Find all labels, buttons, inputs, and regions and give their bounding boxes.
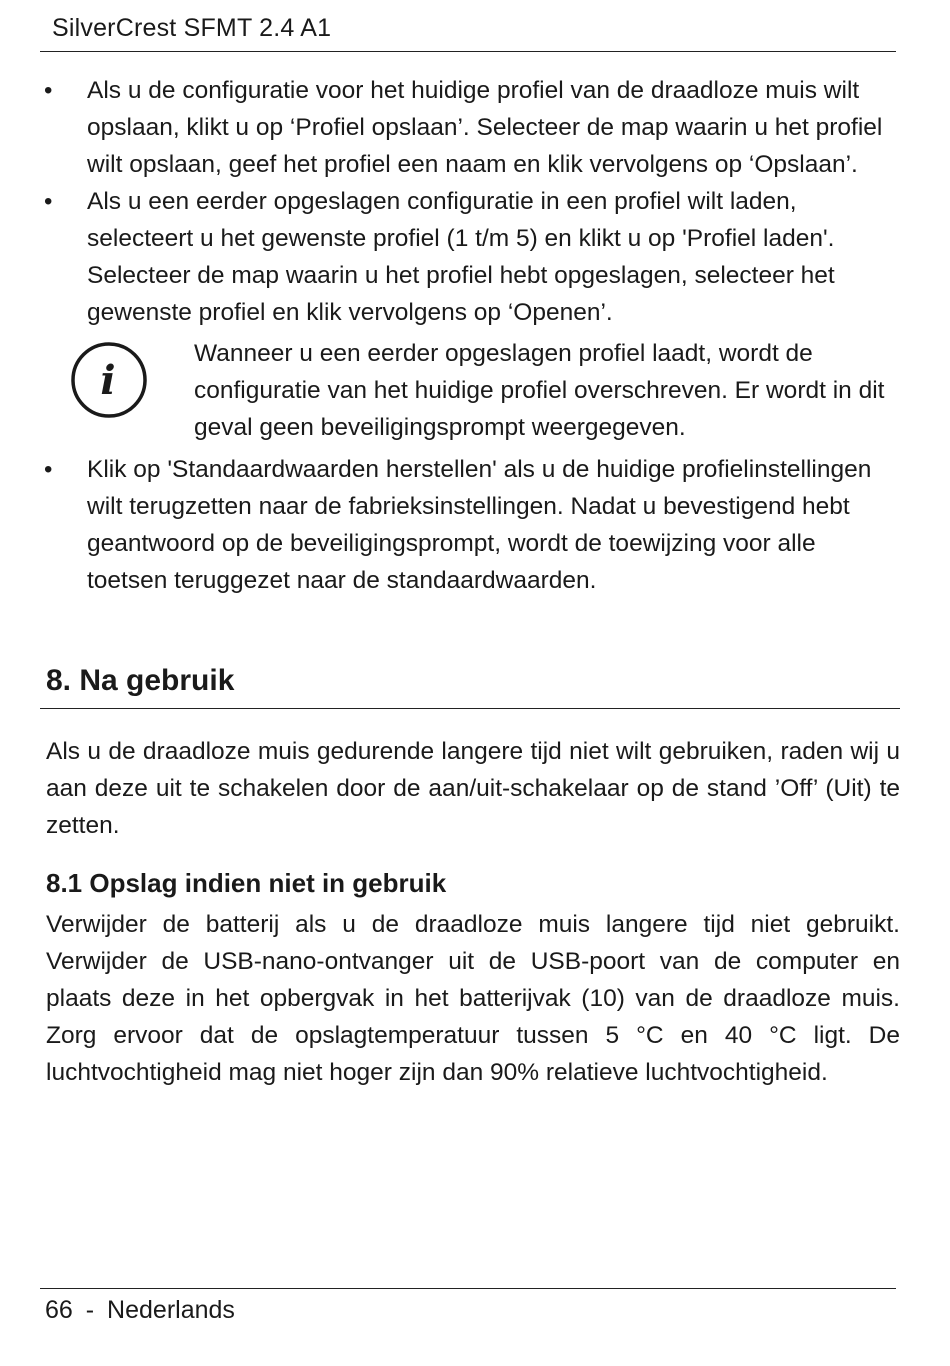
subsection-body: Verwijder de batterij als u de draadloze muis langere tijd niet gebruikt. Verwijder de USB-nano-ontvanger uit de USB-poort van de computer en plaats deze in het opbergvak in het batterijvak (10) van de draadloze muis. Zorg ervoor dat de opslagtemperatuur tussen 5 °C en 40 °C ligt. De luchtvochtigheid mag niet hoger zijn dan 90% relatieve luchtvochtigheid. <box>46 911 900 1086</box>
bullet-text: Klik op 'Standaardwaarden herstellen' als u de huidige profielinstellingen wilt terugzetten naar de fabrieksinstellingen. Nadat u bevestigend hebt geantwoord op de beveiligingsprompt, wordt de toewijzing voor alle toetsen teruggezet naar de standaardwaarden. <box>87 456 872 594</box>
footer-language: Nederlands <box>107 1296 235 1324</box>
header-divider <box>40 51 896 52</box>
page-number: 66 <box>45 1296 73 1324</box>
bullet-text: Als u een eerder opgeslagen configuratie in een profiel wilt laden, selecteert u het gewenste profiel (1 t/m 5) en klikt u op 'Profiel laden'. Selecteer de map waarin u het profiel hebt opgeslagen, selecteer het gewenste profiel en klik vervolgens op ‘Openen’. <box>87 188 835 326</box>
bullet-list <box>40 72 900 599</box>
subsection-heading: 8.1 Opslag indien niet in gebruik <box>46 868 447 898</box>
section-body: Als u de draadloze muis gedurende langere tijd niet wilt gebruiken, raden wij u aan deze uit te schakelen door de aan/uit-schakelaar op de stand ’Off’ (Uit) te zetten. <box>46 738 900 839</box>
bullet-item <box>40 183 900 331</box>
note-text: Wanneer u een eerder opgeslagen profiel laadt, wordt de configuratie van het huidige profiel overschreven. Er wordt in dit geval geen beveiligingsprompt weergegeven. <box>194 340 885 441</box>
section-heading: 8. Na gebruik <box>46 664 235 697</box>
info-note <box>40 331 900 451</box>
bullet-dot: • <box>44 188 53 215</box>
section-8-1 <box>40 866 900 1091</box>
bullet-item <box>40 451 900 599</box>
footer-separator: - <box>85 1296 95 1324</box>
page-footer <box>45 1296 235 1325</box>
bullet-item <box>40 72 900 183</box>
section-8 <box>40 662 900 844</box>
bullet-dot: • <box>44 456 53 483</box>
section-divider <box>40 708 900 709</box>
running-header: SilverCrest SFMT 2.4 A1 <box>52 14 332 42</box>
footer-divider <box>40 1288 896 1289</box>
info-icon <box>70 341 148 419</box>
bullet-dot: • <box>44 77 53 104</box>
info-icon-letter: i <box>100 357 116 404</box>
bullet-text: Als u de configuratie voor het huidige profiel van de draadloze muis wilt opslaan, klikt u op ‘Profiel opslaan’. Selecteer de map waarin u het profiel wilt opslaan, geef het profiel een naam en klik vervolgens op ‘Opslaan’. <box>87 77 883 178</box>
